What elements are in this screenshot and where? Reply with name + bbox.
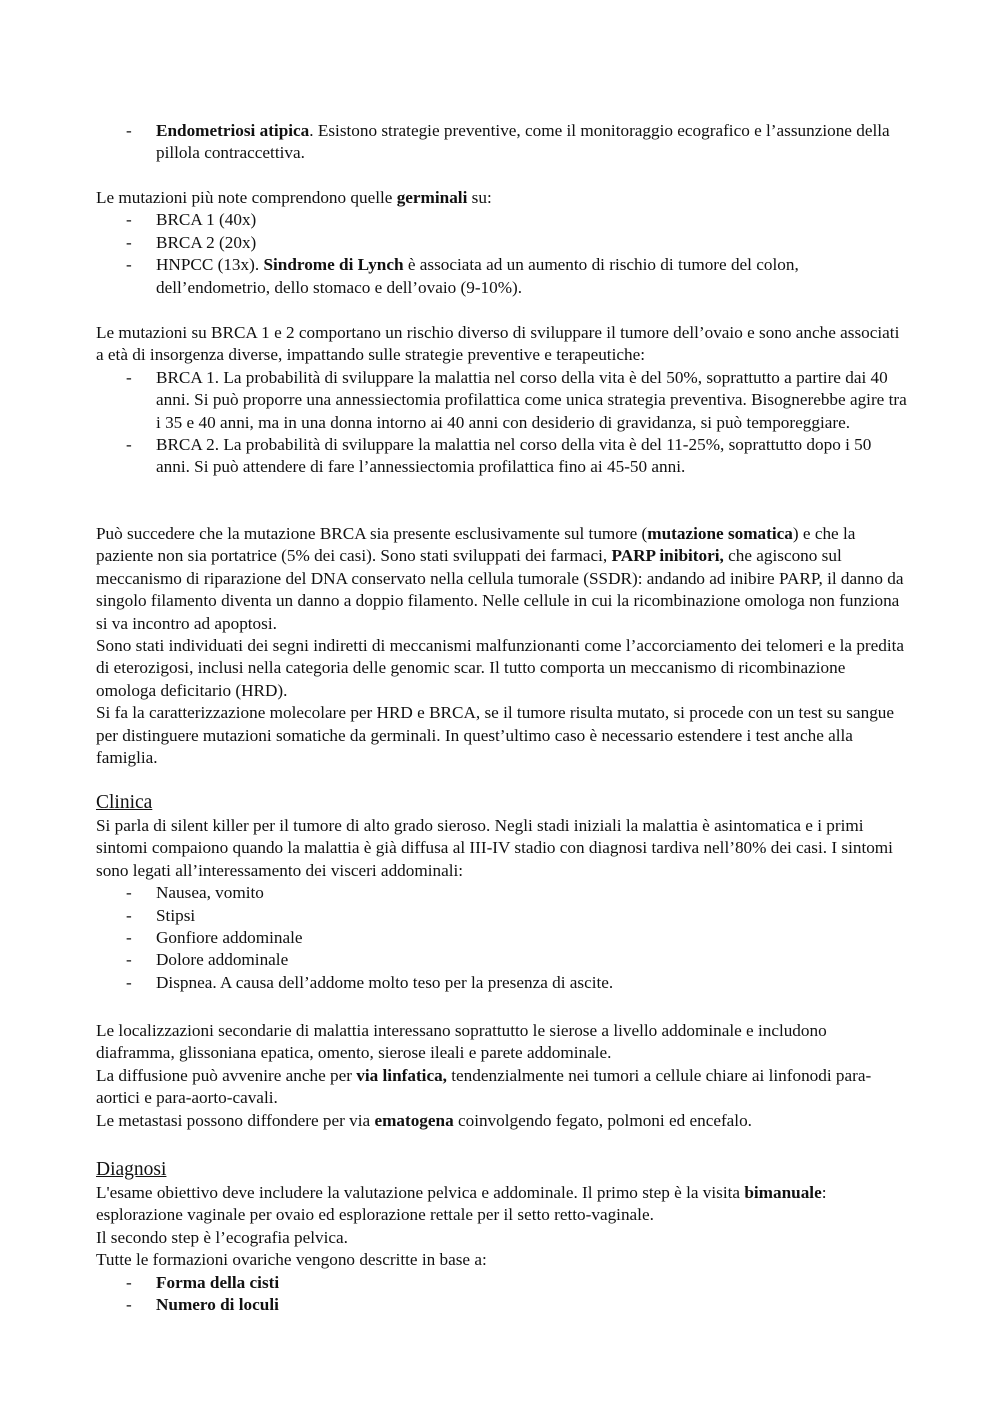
bold-term: Forma della cisti	[156, 1272, 280, 1292]
bold-term: Sindrome di Lynch	[263, 255, 404, 275]
bullet-dash: -	[126, 255, 132, 275]
paragraph	[96, 1110, 908, 1132]
somatic-mutation-section	[96, 523, 908, 769]
text-span: Le metastasi possono diffondere per via	[96, 1110, 375, 1130]
bullet-dash: -	[126, 905, 132, 925]
item-text: BRCA 2 (20x)	[156, 232, 257, 252]
paragraph: Le localizzazioni secondarie di malattia interessano soprattutto le sierose a livello addominale e includono diaframma, glissoniana epatica, omento, sierose ileali e parete addominale.	[96, 1021, 827, 1063]
item-text: Gonfiore addominale	[156, 928, 303, 948]
paragraph: Il secondo step è l’ecografia pelvica.	[96, 1227, 348, 1247]
text-span: Le mutazioni più note comprendono quelle	[96, 188, 397, 207]
text-span: ) e che la paziente non sia portatrice (5% dei casi). Sono stati sviluppati dei farmaci,	[96, 524, 856, 566]
list-item	[96, 927, 908, 949]
brca-section	[96, 322, 908, 479]
paragraph	[96, 523, 908, 635]
text-span: tendenzialmente nei tumori a cellule chiare ai linfonodi para-aortici e para-aorto-cavali.	[96, 1065, 872, 1108]
endometriosis-section	[96, 120, 908, 165]
text-span: che agiscono sul meccanismo di riparazione del DNA conservato nella cellula tumorale (SSDR): andando ad inibire PARP, il danno da singolo filamento diventa un danno a doppio filamento. Nelle cellule in cui la ricombinazione omologa non funziona si va incontro ad apoptosi.	[96, 546, 904, 633]
paragraph: Tutte le formazioni ovariche vengono descritte in base a:	[96, 1250, 487, 1270]
item-text: . Esistono strategie preventive, come il monitoraggio ecografico e l’assunzione della pillola contraccettiva.	[156, 121, 890, 163]
paragraph: Si parla di silent killer per il tumore di alto grado sieroso. Negli stadi iniziali la malattia è asintomatica e i primi sintomi compaiono quando la malattia è già diffusa al III-IV stadio con diagnosi tardiva nell’80% dei casi. I sintomi sono legati all’interessamento dei visceri addominali:	[96, 816, 893, 880]
text-span: è associata ad un aumento di rischio di tumore del colon, dell’endometrio, dello stomaco e dell’ovaio (9-10%).	[156, 255, 799, 297]
bold-term: ematogena	[374, 1110, 454, 1130]
bullet-dash: -	[126, 928, 132, 948]
item-text: Nausea, vomito	[156, 883, 264, 903]
bullet-dash: -	[126, 210, 132, 230]
bullet-dash: -	[126, 1272, 132, 1292]
list-item	[96, 1294, 908, 1316]
bold-term: PARP inibitori,	[611, 546, 724, 566]
paragraph: Si fa la caratterizzazione molecolare per HRD e BRCA, se il tumore risulta mutato, si procede con un test su sangue per distinguere mutazioni somatiche da germinali. In quest’ultimo caso è necessario estendere i test anche alla famiglia.	[96, 703, 895, 768]
bold-term: Endometriosi atipica	[156, 121, 310, 140]
item-text: Dispnea. A causa dell’addome molto teso per la presenza di ascite.	[156, 972, 614, 992]
item-text: Dolore addominale	[156, 950, 289, 970]
bold-term: germinali	[396, 188, 468, 207]
paragraph: Le mutazioni su BRCA 1 e 2 comportano un rischio diverso di sviluppare il tumore dell’ovaio e sono anche associati a età di insorgenza diverse, impattando sulle strategie preventive e terapeutiche:	[96, 323, 900, 365]
paragraph	[96, 1065, 908, 1110]
list-item	[96, 905, 908, 927]
text-span: L'esame obiettivo deve includere la valutazione pelvica e addominale. Il primo step è la visita	[96, 1183, 745, 1202]
item-text: Stipsi	[156, 905, 196, 925]
bullet-dash: -	[126, 972, 132, 992]
bold-term: Numero di loculi	[156, 1295, 279, 1315]
section-heading: Diagnosi	[96, 1159, 167, 1180]
bullet-dash: -	[126, 121, 132, 140]
bold-term: bimanuale	[744, 1183, 822, 1202]
text-span: : esplorazione vaginale per ovaio ed esplorazione rettale per il setto retto-vaginale.	[96, 1183, 827, 1225]
metastasis-section	[96, 1020, 908, 1132]
item-text: BRCA 1. La probabilità di sviluppare la malattia nel corso della vita è del 50%, soprattutto a partire dai 40 anni. Si può proporre una annessiectomia profilattica come unica strategia preventiva. Bisognerebbe agire tra i 35 e 40 anni, ma in una donna intorno ai 40 anni con desiderio di gravidanza, si può temporeggiare.	[156, 367, 907, 432]
text-span: su:	[467, 188, 492, 207]
item-text: BRCA 1 (40x)	[156, 210, 257, 230]
text-span: coinvolgendo fegato, polmoni ed encefalo.	[453, 1110, 752, 1130]
bullet-dash: -	[126, 232, 132, 252]
list-item	[96, 882, 908, 904]
list-item	[96, 434, 908, 479]
clinica-section	[96, 791, 908, 994]
list-item	[96, 254, 908, 299]
list-item	[96, 209, 908, 231]
text-span: La diffusione può avvenire anche per	[96, 1065, 357, 1085]
list-item	[96, 367, 908, 434]
germinal-mutations-section	[96, 187, 908, 299]
list-item	[96, 949, 908, 971]
paragraph	[96, 187, 908, 209]
bullet-dash: -	[126, 1295, 132, 1315]
list-item	[96, 1272, 908, 1294]
bullet-dash: -	[126, 367, 132, 387]
bullet-dash: -	[126, 435, 132, 455]
section-heading: Clinica	[96, 792, 153, 813]
diagnosi-section	[96, 1158, 908, 1316]
paragraph: Sono stati individuati dei segni indiretti di meccanismi malfunzionanti come l’accorciamento dei telomeri e la predita di eterozigosi, inclusi nella categoria delle genomic scar. Il tutto comporta un meccanismo di ricombinazione omologa deficitario (HRD).	[96, 636, 905, 700]
bold-term: mutazione somatica	[647, 524, 793, 543]
text-span: Può succedere che la mutazione BRCA sia presente esclusivamente sul tumore (	[96, 524, 648, 543]
bold-term: via linfatica,	[356, 1065, 447, 1085]
bullet-dash: -	[126, 950, 132, 970]
bullet-dash: -	[126, 883, 132, 903]
list-item	[96, 972, 908, 994]
item-text: BRCA 2. La probabilità di sviluppare la malattia nel corso della vita è del 11-25%, soprattutto dopo i 50 anni. Si può attendere di fare l’annessiectomia profilattica fino ai 45-50 anni.	[156, 435, 872, 477]
text-span: HNPCC (13x).	[156, 255, 264, 275]
paragraph	[96, 1182, 908, 1227]
list-item	[96, 120, 908, 165]
list-item	[96, 232, 908, 254]
